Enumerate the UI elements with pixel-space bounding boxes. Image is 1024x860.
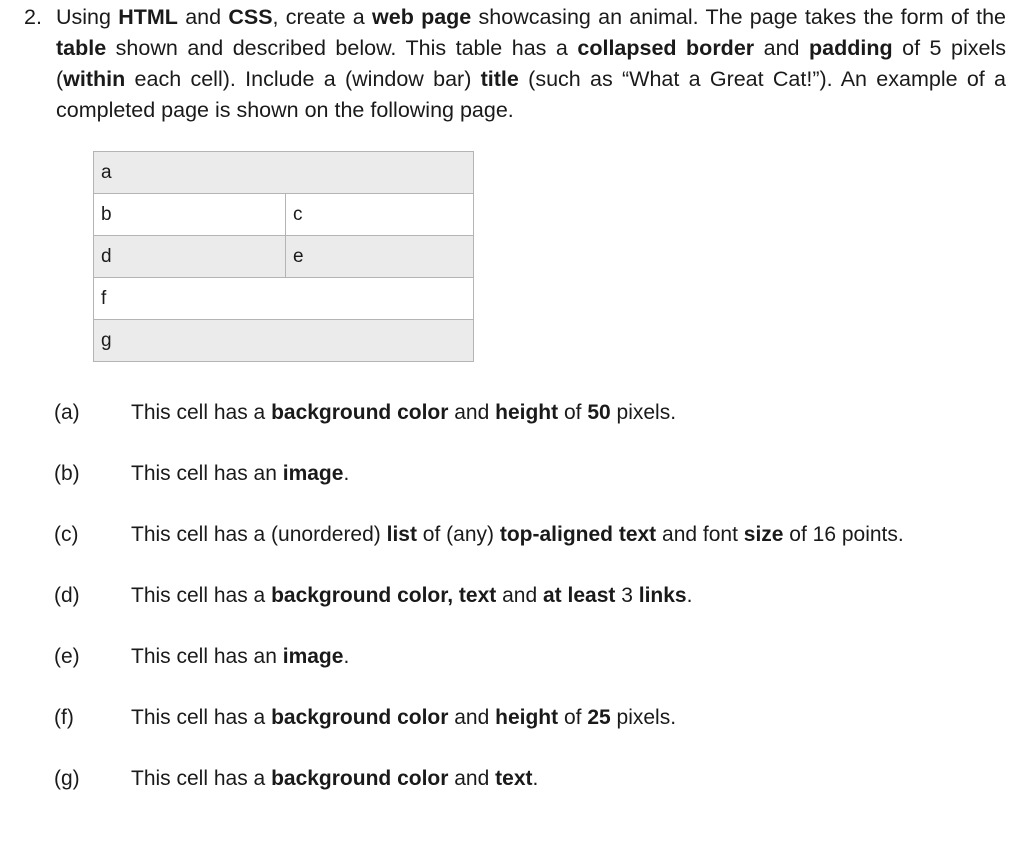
bold-text: top-aligned text <box>499 523 657 546</box>
item-label: (b) <box>54 462 80 485</box>
text-run: pixels. <box>610 401 677 424</box>
diagram-cell-g: g <box>94 320 474 362</box>
diagram-cell-b: b <box>94 194 286 236</box>
bold-text: background color <box>271 401 449 424</box>
bold-text: height <box>495 706 559 729</box>
bold-text: text <box>495 767 533 790</box>
item-description <box>131 396 676 430</box>
diagram-cell-a: a <box>94 152 474 194</box>
text-run: and <box>448 401 496 424</box>
diagram-row-a <box>94 152 474 194</box>
diagram-cell-e: e <box>286 236 474 278</box>
text-run: . <box>343 645 350 668</box>
text-run: . <box>686 584 693 607</box>
description-item-b <box>0 457 1024 491</box>
text-run: of 5 pixels ( <box>56 36 1006 91</box>
item-description <box>131 701 676 735</box>
text-run: Using <box>56 5 119 29</box>
text-run: pixels. <box>610 706 677 729</box>
text-run: of <box>558 706 588 729</box>
text-run: , create a <box>272 5 373 29</box>
text-run: This cell has an <box>131 462 283 485</box>
description-item-f <box>0 701 1024 735</box>
question-number: 2. <box>24 5 42 29</box>
bold-text: padding <box>809 36 893 60</box>
item-description <box>131 457 349 491</box>
text-run: and <box>496 584 543 607</box>
layout-diagram-table <box>93 151 474 362</box>
text-run: of <box>558 401 588 424</box>
text-run: . <box>532 767 539 790</box>
question-block <box>24 2 1006 126</box>
bold-text: HTML <box>118 5 178 29</box>
bold-text: height <box>495 401 559 424</box>
item-label: (e) <box>54 645 80 668</box>
bold-text: collapsed border <box>577 36 755 60</box>
bold-text: title <box>480 67 519 91</box>
bold-text: image <box>282 645 344 668</box>
bold-text: links <box>638 584 687 607</box>
text-run: (such as “What a Great Cat!”). An example of a completed page is shown on the following page. <box>56 67 1006 122</box>
bold-text: background color <box>271 767 449 790</box>
bold-text: background color <box>271 706 449 729</box>
text-run: of (any) <box>416 523 500 546</box>
text-run: shown and described below. This table has a <box>106 36 578 60</box>
item-description <box>131 640 349 674</box>
text-run: This cell has a <box>131 584 272 607</box>
text-run: and font <box>656 523 744 546</box>
bold-text: CSS <box>228 5 273 29</box>
description-item-c <box>0 518 1024 552</box>
text-run: and <box>448 706 496 729</box>
item-label: (g) <box>54 767 80 790</box>
bold-text: at least <box>543 584 616 607</box>
question-text <box>56 2 1006 126</box>
bold-text: within <box>63 67 126 91</box>
item-label: (a) <box>54 401 80 424</box>
bold-text: image <box>282 462 344 485</box>
bold-text: table <box>56 36 107 60</box>
text-run: each cell). Include a (window bar) <box>125 67 481 91</box>
bold-text: size <box>743 523 784 546</box>
text-run: and <box>177 5 229 29</box>
text-run: . <box>343 462 350 485</box>
text-run: This cell has a <box>131 706 272 729</box>
bold-text: background color, text <box>271 584 497 607</box>
item-description <box>131 579 692 613</box>
bold-text: web page <box>372 5 472 29</box>
text-run: and <box>448 767 496 790</box>
item-label: (c) <box>54 523 79 546</box>
diagram-row-f <box>94 278 474 320</box>
text-run: This cell has a <box>131 767 272 790</box>
diagram-cell-d: d <box>94 236 286 278</box>
item-description <box>131 518 904 552</box>
text-run: 3 <box>615 584 639 607</box>
text-run: showcasing an animal. The page takes the form of the <box>471 5 1007 29</box>
description-item-e <box>0 640 1024 674</box>
item-label: (d) <box>54 584 80 607</box>
diagram-row-b <box>94 194 474 236</box>
description-item-a <box>0 396 1024 430</box>
diagram-cell-c: c <box>286 194 474 236</box>
item-description <box>131 762 538 796</box>
bold-text: 25 <box>587 706 611 729</box>
text-run: and <box>754 36 810 60</box>
description-item-d <box>0 579 1024 613</box>
item-label: (f) <box>54 706 74 729</box>
text-run: This cell has an <box>131 645 283 668</box>
diagram-row-d <box>94 236 474 278</box>
description-item-g <box>0 762 1024 796</box>
text-run: of 16 points. <box>783 523 904 546</box>
bold-text: list <box>386 523 417 546</box>
bold-text: 50 <box>587 401 611 424</box>
text-run: This cell has a (unordered) <box>131 523 387 546</box>
diagram-cell-f: f <box>94 278 474 320</box>
diagram-row-g <box>94 320 474 362</box>
text-run: This cell has a <box>131 401 272 424</box>
